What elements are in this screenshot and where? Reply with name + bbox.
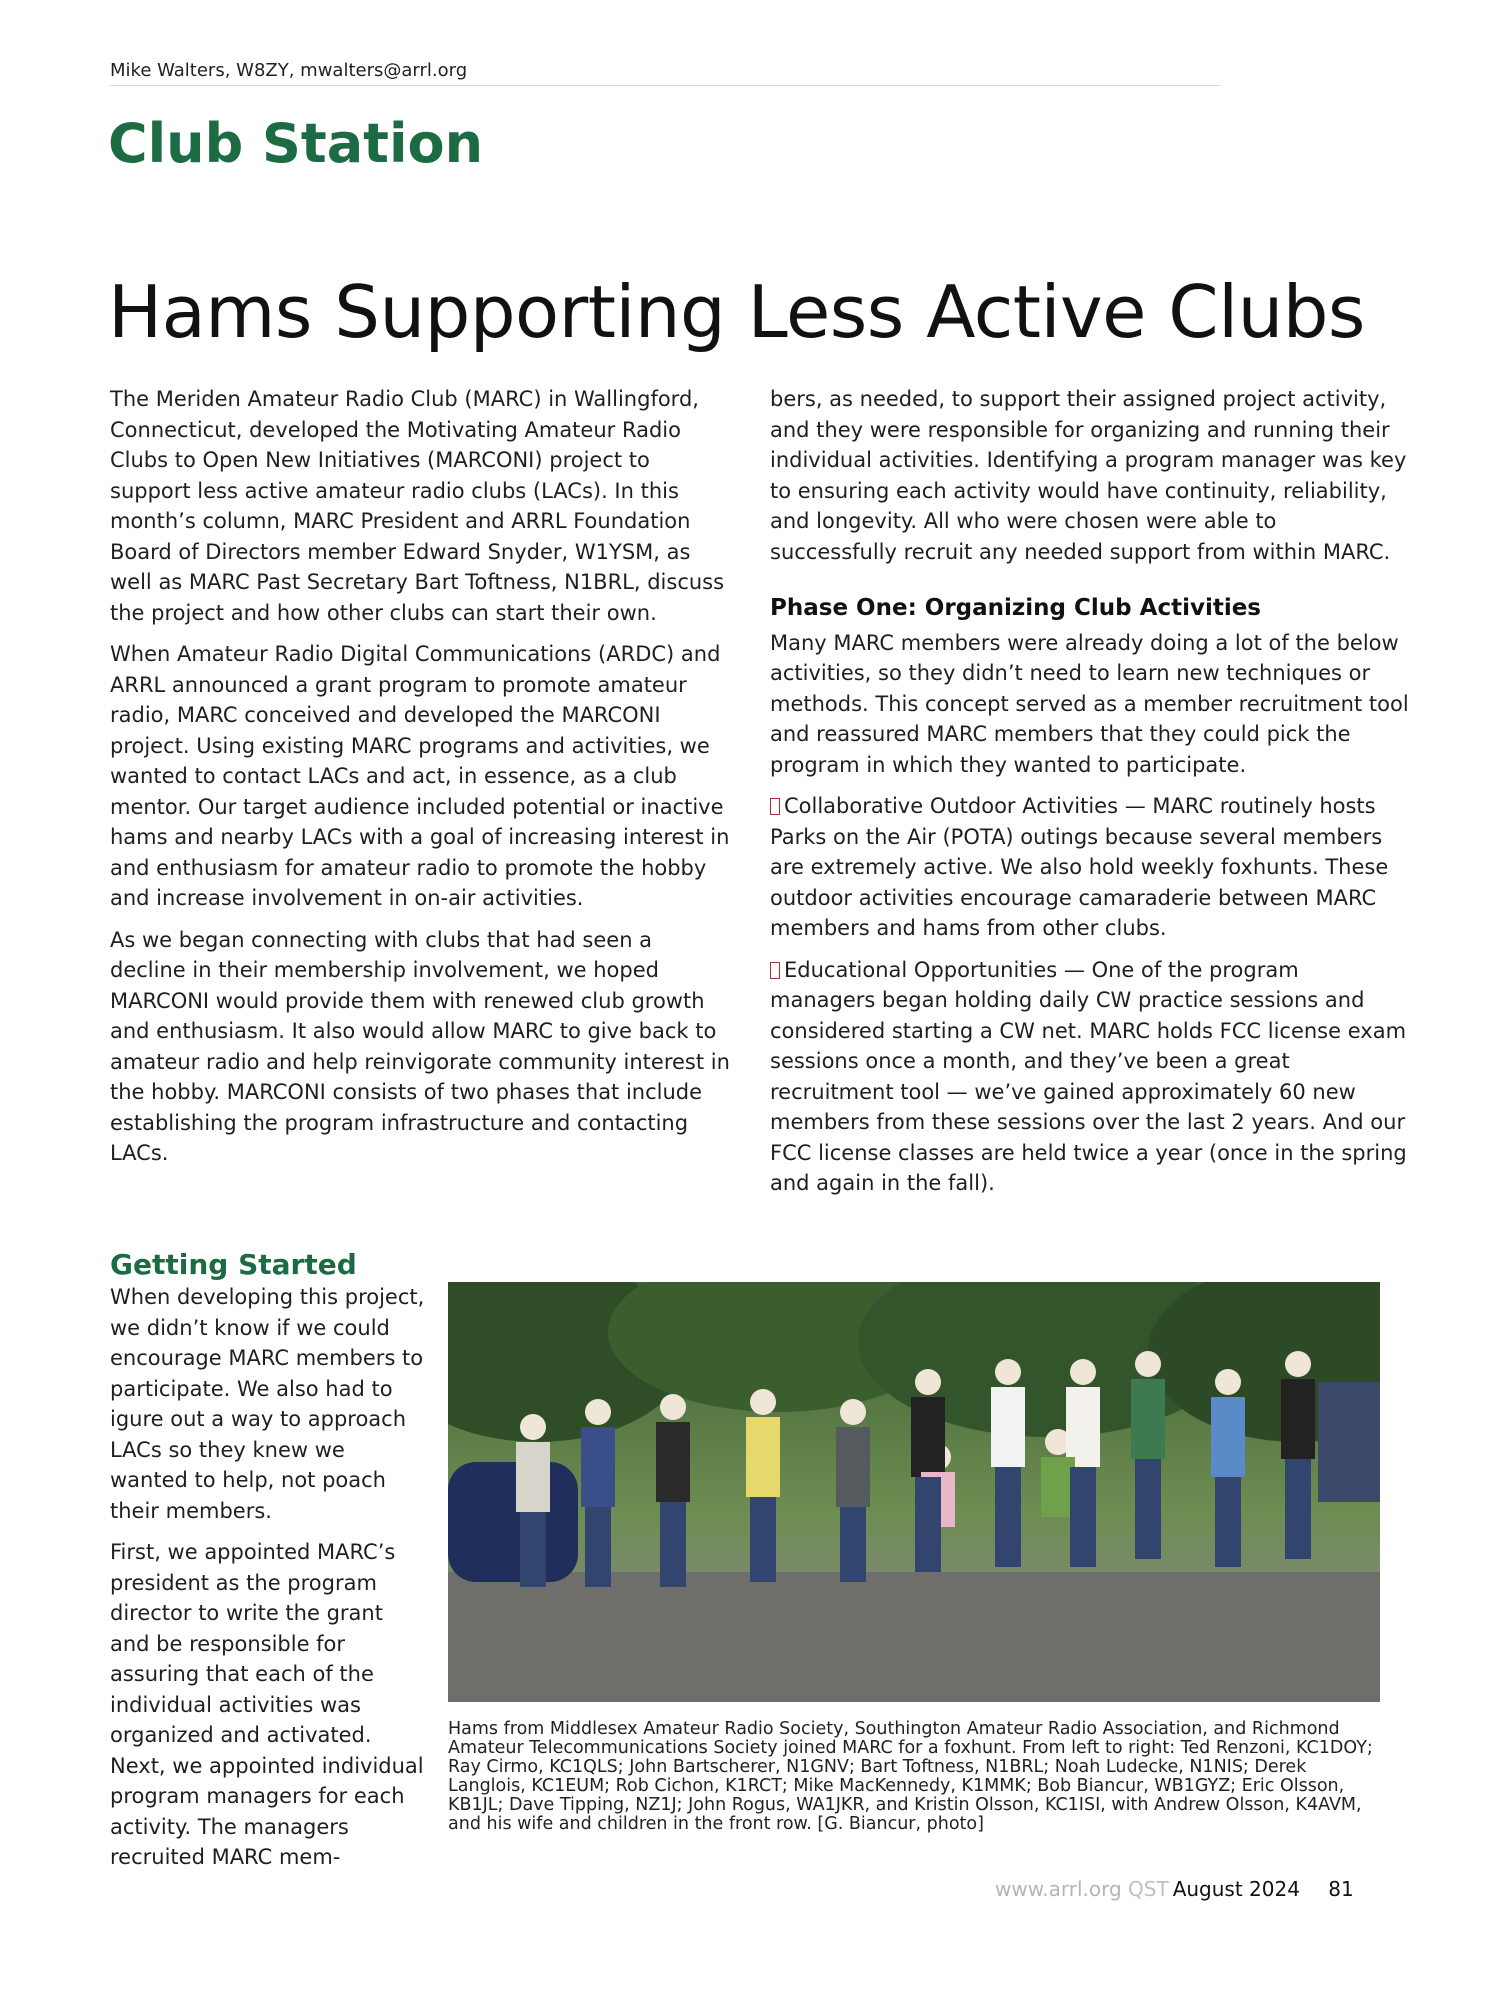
right-column <box>770 384 1410 1210</box>
bullet-box-icon <box>770 798 780 815</box>
bullet-box-icon <box>770 962 780 979</box>
footer-website: www.arrl.org <box>995 1877 1122 1901</box>
bullet-text: Educational Opportunities — One of the program managers began holding daily CW practice sessions and considered starting a CW net. MARC holds FCC license exam sessions once a month, and they’ve been a great recruitment tool — we’ve gained approximately 60 new members from these sessions over the last 2 years. And our FCC license classes are held twice a year (once in the spring and again in the fall). <box>770 957 1407 1195</box>
paragraph: When Amateur Radio Digital Communications (ARDC) and ARRL announced a grant program to promote amateur radio, MARC conceived and developed the MARCONI project. Using existing MARC programs and activities, we wanted to contact LACs and act, in essence, as a club mentor. Our target audience included potential or inactive hams and nearby LACs with a goal of increasing interest in and enthusiasm for amateur radio to promote the hobby and increase involvement in on-air activities. <box>110 642 730 910</box>
paragraph: First, we appointed MARC’s president as the program director to write the grant and be responsible for assuring that each of the individual activities was organized and activated. Next, we appointed individual program managers for each activity. The managers recruited MARC mem- <box>110 1540 424 1869</box>
paragraph: Many MARC members were already doing a lot of the below activities, so they didn’t need to learn new techniques or methods. This concept served as a member recruitment tool and reassured MARC members that they could pick the program in which they wanted to participate. <box>770 630 1409 777</box>
paragraph: When developing this project, we didn’t know if we could encourage MARC members to participate. We also had to igure out a way to approach LACs so they knew we wanted to help, not poach their members. <box>110 1285 425 1523</box>
bullet-item <box>770 955 1410 1199</box>
paragraph: bers, as needed, to support their assigned project activity, and they were responsible for organizing and running their individual activities. Identifying a program manager was key to ensuring each activity would have continuity, reliability, and longevity. All who were chosen were able to successfully recruit any needed support from within MARC. <box>770 387 1407 564</box>
getting-started-heading: Getting Started <box>110 1248 357 1281</box>
left-column <box>110 384 730 1180</box>
page-footer <box>995 1877 1354 1901</box>
narrow-column <box>110 1282 428 1884</box>
group-photo-illustration <box>448 1282 1380 1702</box>
bullet-item <box>770 791 1410 944</box>
byline: Mike Walters, W8ZY, mwalters@arrl.org <box>110 60 1220 86</box>
group-photo <box>448 1282 1380 1702</box>
footer-magazine: QST <box>1128 1877 1169 1901</box>
page-number: 81 <box>1328 1877 1354 1901</box>
paragraph: The Meriden Amateur Radio Club (MARC) in Wallingford, Connecticut, developed the Motivating Amateur Radio Clubs to Open New Initiatives (MARCONI) project to support less active amateur radio clubs (LACs). In this month’s column, MARC President and ARRL Foundation Board of Directors member Edward Snyder, W1YSM, as well as MARC Past Secretary Bart Toftness, N1BRL, discuss the project and how other clubs can start their own. <box>110 387 725 625</box>
photo-caption: Hams from Middlesex Amateur Radio Society, Southington Amateur Radio Association, and Richmond Amateur Telecommunications Society joined MARC for a foxhunt. From left to right: Ted Renzoni, KC1DOY; Ray Cirmo, KC1QLS; John Bartscherer, N1GNV; Bart Toftness, N1BRL; Noah Ludecke, N1NIS; Derek Langlois, KC1EUM; Rob Cichon, K1RCT; Mike MacKennedy, K1MMK; Bob Biancur, WB1GYZ; Eric Olsson, KB1JL; Dave Tipping, NZ1J; John Rogus, WA1JKR, and Kristin Olsson, KC1ISI, with Andrew Olsson, K4AVM, and his wife and children in the front row. [G. Biancur, photo] <box>448 1719 1373 1834</box>
column-title: Club Station <box>108 112 484 175</box>
bullet-text: Collaborative Outdoor Activities — MARC routinely hosts Parks on the Air (POTA) outings because several members are extremely active. We also hold weekly foxhunts. These outdoor activities encourage camaraderie between MARC members and hams from other clubs. <box>770 794 1389 940</box>
footer-issue: August 2024 <box>1172 1877 1300 1901</box>
phase-one-heading: Phase One: Organizing Club Activities <box>770 595 1261 621</box>
article-headline: Hams Supporting Less Active Clubs <box>108 270 1365 354</box>
paragraph: As we began connecting with clubs that had seen a decline in their membership involvement, we hoped MARCONI would provide them with renewed club growth and enthusiasm. It also would allow MARC to give back to amateur radio and help reinvigorate community interest in the hobby. MARCONI consists of two phases that include establishing the program infrastructure and contacting LACs. <box>110 927 730 1165</box>
